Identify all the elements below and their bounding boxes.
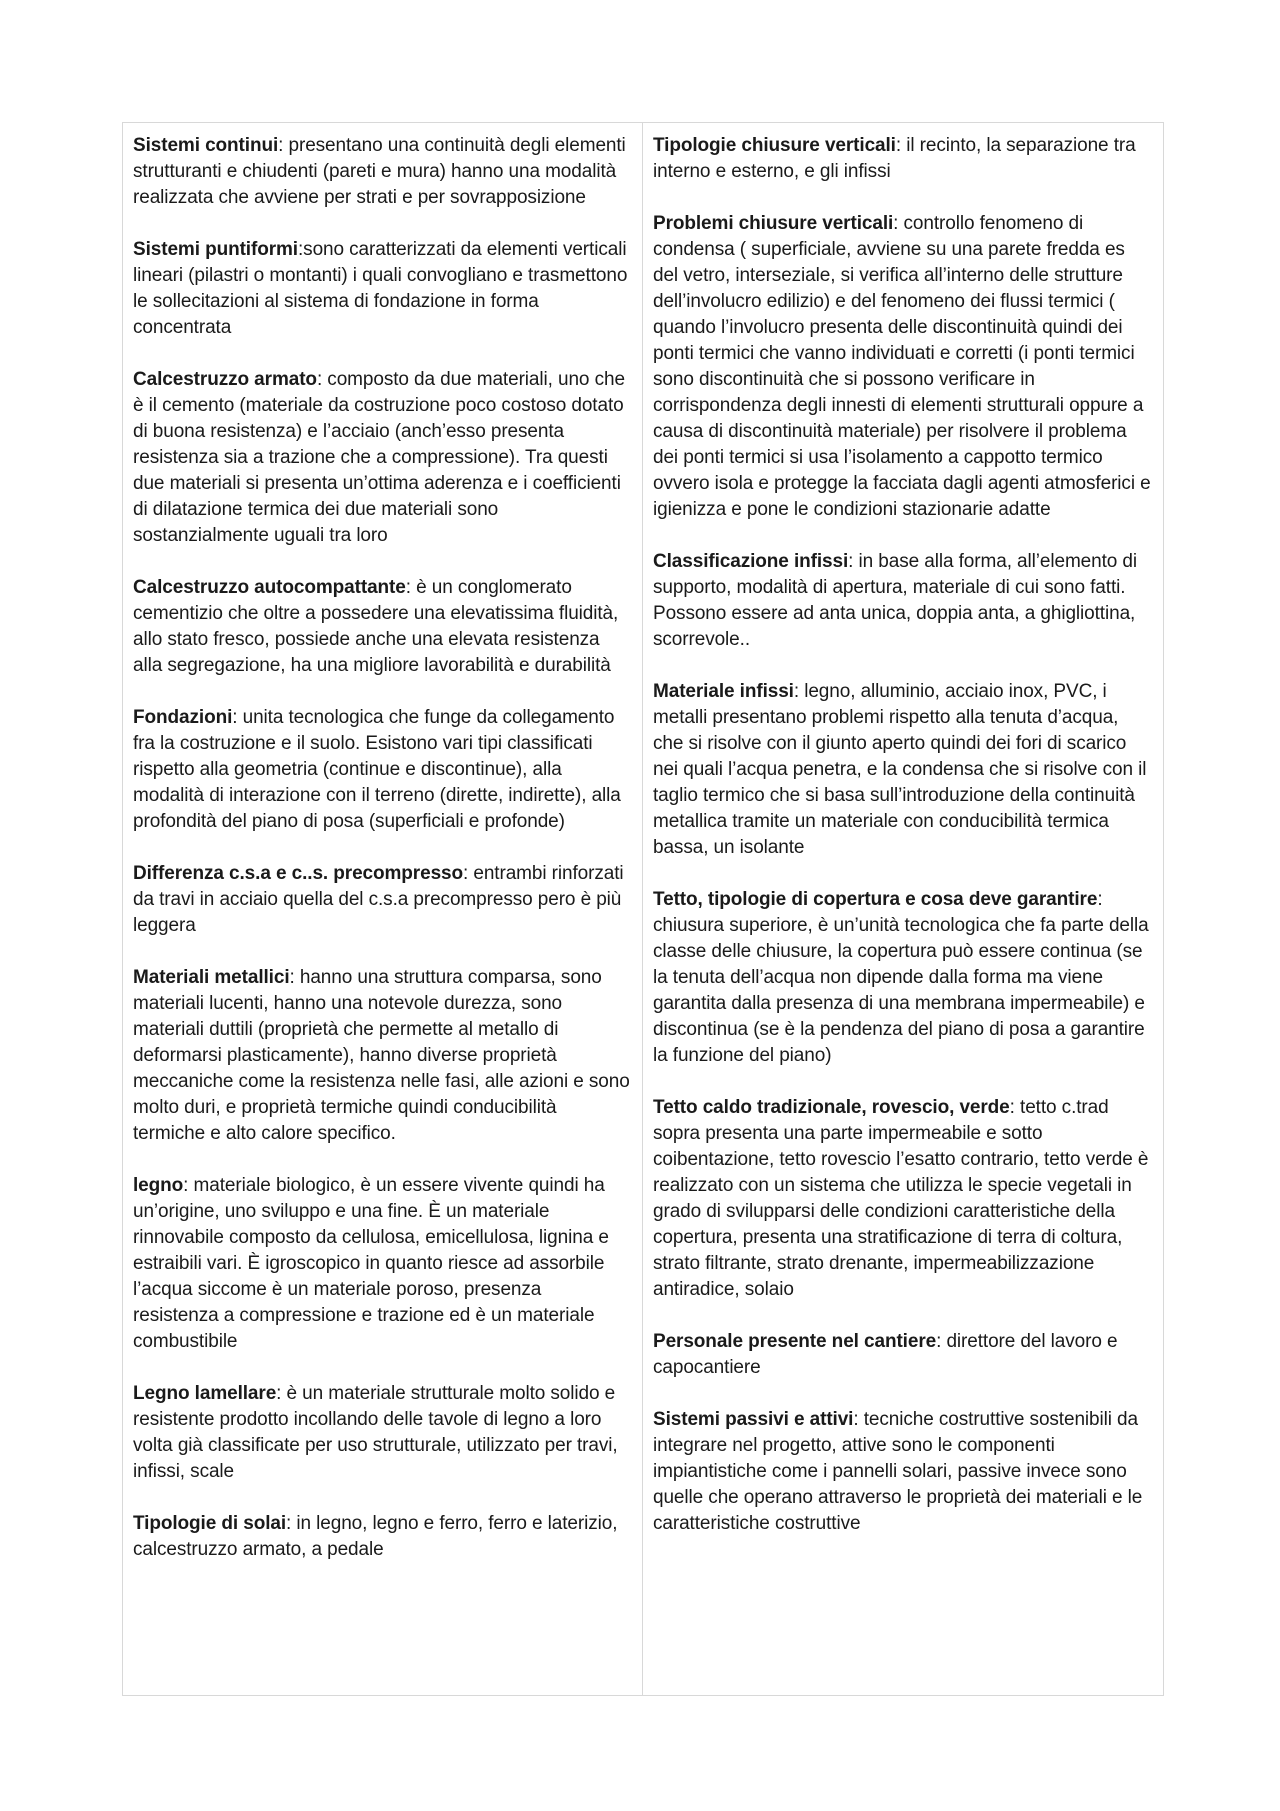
entry-sistemi-continui bbox=[133, 133, 632, 211]
entry-text: : materiale biologico, è un essere vivente quindi ha un’origine, uno sviluppo e una fine. È un materiale rinnovabile composto da cellulosa, emicellulosa, lignina e estraibili vari. È igroscopico in quanto riesce ad assorbile l’acqua siccome è un materiale poroso, presenza resistenza a compressione e trazione ed è un materiale combustibile bbox=[133, 1175, 609, 1352]
entry-classificazione-infissi bbox=[653, 549, 1153, 653]
entry-sistemi-puntiformi bbox=[133, 237, 632, 341]
entry-text: : è un conglomerato cementizio che oltre a possedere una elevatissima fluidità, allo stato fresco, possiede anche una elevata resistenza alla segregazione, ha una migliore lavorabilità e durabilità bbox=[133, 577, 619, 676]
entry-term: Calcestruzzo armato bbox=[133, 369, 317, 390]
entry-calcestruzzo-armato bbox=[133, 367, 632, 549]
entry-text: :sono caratterizzati da elementi verticali lineari (pilastri o montanti) i quali convogliano e trasmettono le sollecitazioni al sistema di fondazione in forma concentrata bbox=[133, 239, 628, 338]
entry-legno-lamellare bbox=[133, 1381, 632, 1485]
entry-term: Materiale infissi bbox=[653, 681, 794, 702]
notes-table bbox=[122, 122, 1164, 1696]
entry-term: Tetto caldo tradizionale, rovescio, verde bbox=[653, 1097, 1010, 1118]
entry-text: : unita tecnologica che funge da collegamento fra la costruzione e il suolo. Esistono vari tipi classificati rispetto alla geometria (continue e discontinue), alla modalità di interazione con il terreno (dirette, indirette), alla profondità del piano di posa (superficiali e profonde) bbox=[133, 707, 621, 832]
entry-calcestruzzo-autocompattante bbox=[133, 575, 632, 679]
entry-term: Materiali metallici bbox=[133, 967, 290, 988]
entry-tetto-caldo bbox=[653, 1095, 1153, 1303]
entry-text: : è un materiale strutturale molto solido e resistente prodotto incollando delle tavole di legno a loro volta già classificate per uso strutturale, utilizzato per travi, infissi, scale bbox=[133, 1383, 618, 1482]
entry-term: Tipologie di solai bbox=[133, 1513, 287, 1534]
entry-text: : tecniche costruttive sostenibili da integrare nel progetto, attive sono le componenti impiantistiche come i pannelli solari, passive invece sono quelle che operano attraverso le proprietà dei materiali e le caratteristiche costruttive bbox=[653, 1409, 1143, 1534]
entry-term: Differenza c.s.a e c..s. precompresso bbox=[133, 863, 464, 884]
entry-differenza-csa bbox=[133, 861, 632, 939]
entry-term: Fondazioni bbox=[133, 707, 233, 728]
entry-term: Sistemi puntiformi bbox=[133, 239, 298, 260]
entry-term: Personale presente nel cantiere bbox=[653, 1331, 937, 1352]
right-column bbox=[643, 123, 1163, 1695]
entry-sistemi-passivi bbox=[653, 1407, 1153, 1537]
entry-text: : il recinto, la separazione tra interno e esterno, e gli infissi bbox=[653, 135, 1136, 182]
entry-term: Sistemi passivi e attivi bbox=[653, 1409, 854, 1430]
entry-term: Tetto, tipologie di copertura e cosa deve garantire bbox=[653, 889, 1098, 910]
entry-term: Problemi chiusure verticali bbox=[653, 213, 894, 234]
entry-text: : in base alla forma, all’elemento di supporto, modalità di apertura, materiale di cui sono fatti. Possono essere ad anta unica, doppia anta, a ghigliottina, scorrevole.. bbox=[653, 551, 1138, 650]
entry-text: : chiusura superiore, è un’unità tecnologica che fa parte della classe delle chiusure, la copertura può essere continua (se la tenuta dell’acqua non dipende dalla forma ma viene garantita dalla presenza di una membrana impermeabile) e discontinua (se è la pendenza del piano di posa a garantire la funzione del piano) bbox=[653, 889, 1149, 1066]
entry-text: : in legno, legno e ferro, ferro e laterizio, calcestruzzo armato, a pedale bbox=[133, 1513, 618, 1560]
entry-text: : direttore del lavoro e capocantiere bbox=[653, 1331, 1118, 1378]
entry-text: : hanno una struttura comparsa, sono materiali lucenti, hanno una notevole durezza, sono materiali duttili (proprietà che permette al metallo di deformarsi plasticamente), hanno diverse proprietà meccaniche come la resistenza nelle fasi, alle azioni e sono molto duri, e proprietà termiche quindi conducibilità termiche e alto calore specifico. bbox=[133, 967, 630, 1144]
entry-problemi-chiusure bbox=[653, 211, 1153, 523]
entry-term: Calcestruzzo autocompattante bbox=[133, 577, 406, 598]
entry-text: : presentano una continuità degli elementi strutturanti e chiudenti (pareti e mura) hanno una modalità realizzata che avviene per strati e per sovrapposizione bbox=[133, 135, 626, 208]
entry-text: : controllo fenomeno di condensa ( superficiale, avviene su una parete fredda es del vetro, interseziale, si verifica all’interno delle strutture dell’involucro edilizio) e del fenomeno dei flussi termici ( quando l’involucro presenta delle discontinuità quindi dei ponti termici che vanno individuati e corretti (i ponti termici sono discontinuità che si possono verificare in corrispondenza degli innesti di elementi strutturali oppure a causa di discontinuità materiale) per risolvere il problema dei ponti termici si usa l’isolamento a cappotto termico ovvero isola e protegge la facciata dagli agenti atmosferici e igienizza e pone le condizioni stazionarie adatte bbox=[653, 213, 1151, 520]
entry-term: Classificazione infissi bbox=[653, 551, 849, 572]
entry-term: Tipologie chiusure verticali bbox=[653, 135, 896, 156]
entry-term: Legno lamellare bbox=[133, 1383, 277, 1404]
entry-tetto-copertura bbox=[653, 887, 1153, 1069]
entry-materiale-infissi bbox=[653, 679, 1153, 861]
entry-term: Sistemi continui bbox=[133, 135, 279, 156]
entry-tipologie-chiusure bbox=[653, 133, 1153, 185]
entry-materiali-metallici bbox=[133, 965, 632, 1147]
entry-text: : tetto c.trad sopra presenta una parte impermeabile e sotto coibentazione, tetto rovescio l’esatto contrario, tetto verde è realizzato con un sistema che utilizza le specie vegetali in grado di svilupparsi delle condizioni caratteristiche della copertura, presenta una stratificazione di terra di coltura, strato filtrante, strato drenante, impermeabilizzazione antiradice, solaio bbox=[653, 1097, 1149, 1300]
left-column bbox=[123, 123, 643, 1695]
entry-personale-cantiere bbox=[653, 1329, 1153, 1381]
entry-term: legno bbox=[133, 1175, 184, 1196]
entry-text: : legno, alluminio, acciaio inox, PVC, i metalli presentano problemi rispetto alla tenuta d’acqua, che si risolve con il giunto aperto quindi dei fori di scarico nei quali l’acqua penetra, e la condensa che si risolve con il taglio termico che si basa sull’introduzione della continuità metallica tramite un materiale con conducibilità termica bassa, un isolante bbox=[653, 681, 1147, 858]
entry-text: : entrambi rinforzati da travi in acciaio quella del c.s.a precompresso pero è più leggera bbox=[133, 863, 624, 936]
entry-fondazioni bbox=[133, 705, 632, 835]
entry-legno bbox=[133, 1173, 632, 1355]
entry-tipologie-solai bbox=[133, 1511, 632, 1563]
entry-text: : composto da due materiali, uno che è il cemento (materiale da costruzione poco costoso dotato di buona resistenza) e l’acciaio (anch’esso presenta resistenza sia a trazione che a compressione). Tra questi due materiali si presenta un’ottima aderenza e i coefficienti di dilatazione termica dei due materiali sono sostanzialmente uguali tra loro bbox=[133, 369, 625, 546]
